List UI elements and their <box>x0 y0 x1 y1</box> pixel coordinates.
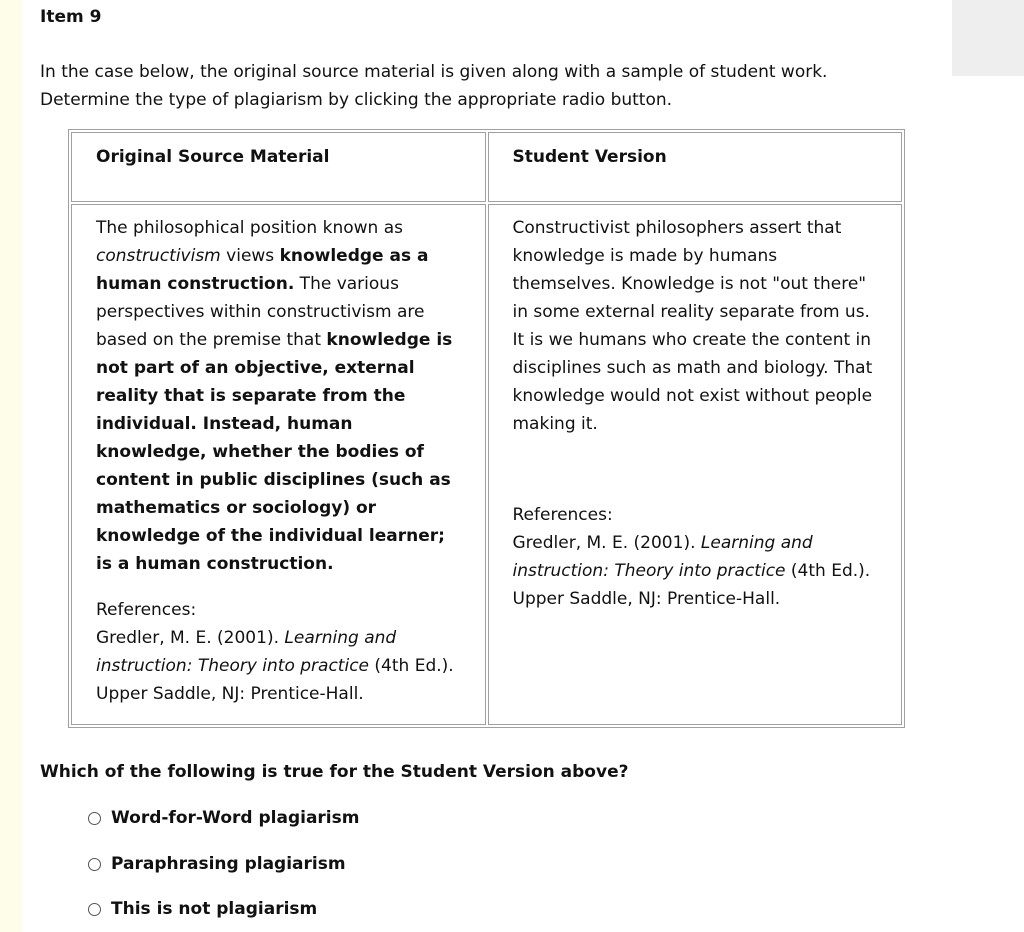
option-not-plagiarism[interactable] <box>88 899 317 919</box>
instructions-line-1: In the case below, the original source material is given along with a sample of student work. <box>40 62 828 82</box>
radio-paraphrasing[interactable] <box>88 858 101 871</box>
left-margin-strip <box>0 0 22 932</box>
question-text: Which of the following is true for the Student Version above? <box>40 762 629 782</box>
header-student: Student Version <box>488 132 903 202</box>
original-references <box>96 596 463 708</box>
instructions <box>40 58 920 114</box>
option-label: Paraphrasing plagiarism <box>111 854 346 874</box>
option-word-for-word[interactable] <box>88 808 359 828</box>
original-source-cell <box>71 204 486 725</box>
side-panel <box>952 0 1024 76</box>
radio-not-plagiarism[interactable] <box>88 903 101 916</box>
student-text: Constructivist philosophers assert that knowledge is made by humans themselves. Knowledge is not "out there" in some external reality separate from us. It is we humans who create the content in disciplines such as math and biology. That knowledge would not exist without people making it. <box>512 218 873 434</box>
instructions-line-2: Determine the type of plagiarism by clicking the appropriate radio button. <box>40 90 673 110</box>
option-paraphrasing[interactable] <box>88 854 346 874</box>
comparison-table <box>68 129 905 728</box>
option-label: This is not plagiarism <box>111 899 318 919</box>
reference-entry: Gredler, M. E. (2001). Learning and instruction: Theory into practice (4th Ed.). Upper Saddle, NJ: Prentice-Hall. <box>96 628 454 704</box>
references-label: References: <box>96 600 197 620</box>
reference-entry: Gredler, M. E. (2001). Learning and instruction: Theory into practice (4th Ed.). Upper Saddle, NJ: Prentice-Hall. <box>512 533 871 609</box>
references-label: References: <box>512 505 613 525</box>
option-label: Word-for-Word plagiarism <box>111 808 360 828</box>
original-text: The philosophical position known as constructivism views knowledge as a human construction. The various perspectives within constructivism are based on the premise that knowledge is not part of an objective, external reality that is separate from the individual. Instead, human knowledge, whether the bodies of content in public disciplines (such as mathematics or sociology) or knowledge of the individual learner; is a human construction. <box>96 218 453 574</box>
header-original: Original Source Material <box>71 132 486 202</box>
item-title: Item 9 <box>40 7 102 27</box>
student-version-cell <box>488 204 903 725</box>
radio-word-for-word[interactable] <box>88 812 101 825</box>
student-references <box>513 501 880 613</box>
